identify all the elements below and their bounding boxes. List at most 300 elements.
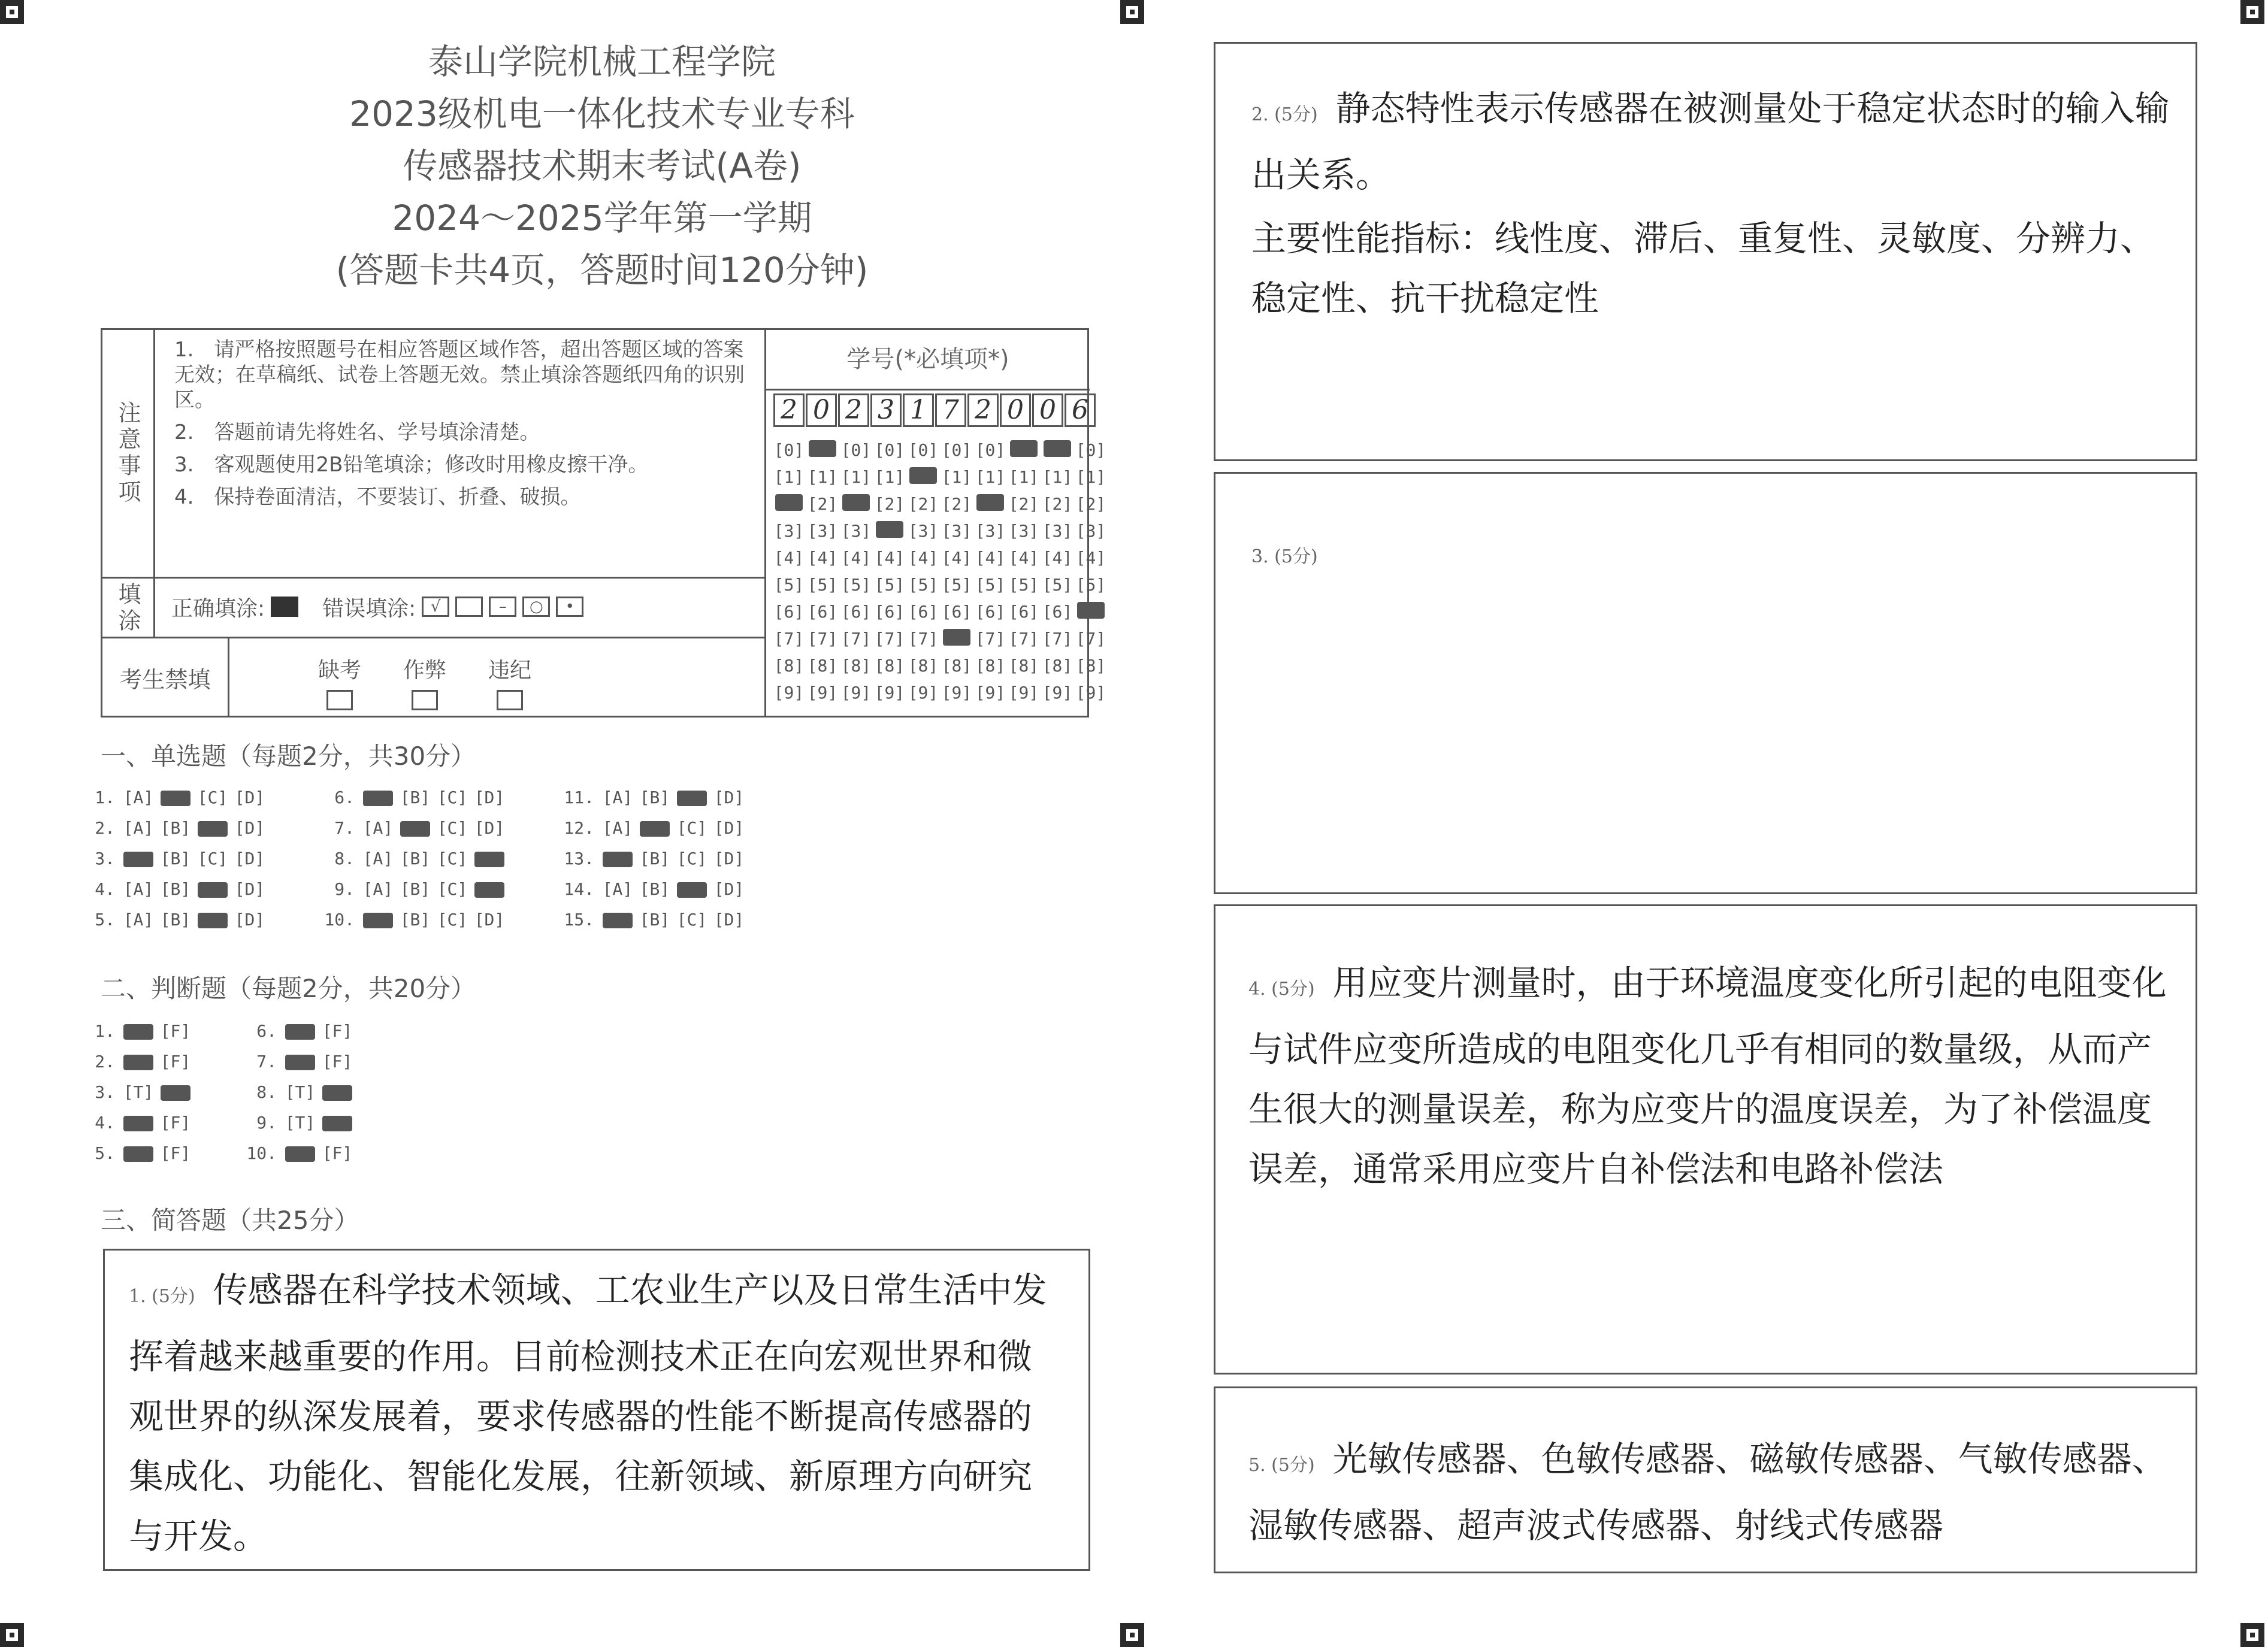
tf-question-row xyxy=(78,1016,194,1046)
student-id-digit: 0 xyxy=(1000,393,1031,427)
sa-section-title: 三、简答题（共25分） xyxy=(101,1206,359,1235)
id-bubble[interactable]: [3] xyxy=(1008,521,1039,541)
question-number: 7. xyxy=(256,1052,277,1071)
question-number: 15. xyxy=(564,910,594,930)
mc-option-bubble[interactable] xyxy=(194,818,231,838)
id-bubble[interactable]: [4] xyxy=(773,548,805,568)
bubble-row xyxy=(772,491,1108,517)
tf-option-bubble[interactable] xyxy=(157,1082,194,1102)
id-bubble[interactable]: [7] xyxy=(1042,629,1073,649)
id-bubble[interactable]: [7] xyxy=(908,629,939,649)
tf-option-bubble[interactable] xyxy=(120,1113,157,1133)
question-number: 9. xyxy=(256,1113,277,1133)
id-bubble[interactable] xyxy=(806,440,839,460)
id-bubble[interactable]: [1] xyxy=(941,467,972,487)
forbid-checkboxes xyxy=(318,653,531,710)
id-bubble[interactable]: [8] xyxy=(975,656,1006,676)
exam-header xyxy=(180,36,1024,296)
mc-option-bubble[interactable]: [B] xyxy=(639,788,670,807)
mc-option-bubble[interactable]: [C] xyxy=(437,879,468,899)
wrong-fill-sample: – xyxy=(489,597,516,617)
id-bubble[interactable]: [3] xyxy=(840,521,872,541)
tf-option-bubble[interactable]: [F] xyxy=(322,1021,353,1041)
tf-option-bubble[interactable]: [F] xyxy=(160,1113,191,1133)
mc-question-row xyxy=(317,782,508,813)
question-number: 3. xyxy=(95,849,115,868)
mc-option-bubble[interactable]: [B] xyxy=(160,910,191,930)
wrong-fill-sample xyxy=(455,597,483,617)
mc-option-bubble[interactable]: [C] xyxy=(197,788,228,807)
corner-marker-bottom-left xyxy=(0,1623,24,1647)
id-bubble[interactable]: [0] xyxy=(773,440,805,460)
id-bubble[interactable]: [9] xyxy=(1042,683,1073,703)
id-bubble[interactable]: [2] xyxy=(807,494,838,514)
absent-checkbox[interactable] xyxy=(326,690,353,710)
mc-question-row xyxy=(317,904,508,935)
mc-option-bubble[interactable] xyxy=(120,849,157,868)
id-bubble[interactable]: [8] xyxy=(1008,656,1039,676)
wrong-fill-sample: ○ xyxy=(522,597,550,617)
id-bubble[interactable]: [4] xyxy=(1075,548,1106,568)
tf-option-bubble[interactable]: [F] xyxy=(160,1143,191,1163)
mc-option-bubble[interactable]: [B] xyxy=(400,788,431,807)
question-number: 2. (5分) xyxy=(1251,104,1318,125)
question-number: 3. (5分) xyxy=(1251,546,1318,567)
id-bubble[interactable]: [6] xyxy=(840,602,872,622)
id-bubble[interactable]: [1] xyxy=(874,467,905,487)
id-bubble[interactable] xyxy=(772,494,806,514)
student-id-digit: 1 xyxy=(903,393,934,427)
mc-option-bubble[interactable]: [D] xyxy=(713,849,745,868)
mc-option-bubble[interactable]: [B] xyxy=(160,879,191,899)
tf-option-bubble[interactable] xyxy=(282,1052,319,1071)
id-bubble[interactable]: [6] xyxy=(874,602,905,622)
major-name: 2023级机电一体化技术专业专科 xyxy=(349,93,855,134)
mc-option-bubble[interactable]: [D] xyxy=(713,788,745,807)
mc-option-bubble[interactable]: [C] xyxy=(676,910,707,930)
mc-option-bubble[interactable]: [A] xyxy=(123,879,154,899)
tf-option-bubble[interactable] xyxy=(120,1052,157,1071)
mc-column xyxy=(317,782,508,935)
student-id-title: 学号(*必填项*) xyxy=(846,346,1009,373)
notice-item: 4. 保持卷面清洁，不要装订、折叠、破损。 xyxy=(174,485,581,509)
id-bubble[interactable] xyxy=(1041,440,1074,460)
question-number: 5. xyxy=(95,1143,115,1163)
mc-option-bubble[interactable]: [C] xyxy=(676,818,707,838)
question-number: 6. xyxy=(256,1021,277,1041)
bubble-row xyxy=(772,625,1108,652)
tf-question-row xyxy=(78,1107,194,1138)
tf-question-row xyxy=(240,1046,356,1077)
wrong-fill-sample: • xyxy=(556,597,583,617)
mc-option-bubble[interactable]: [B] xyxy=(400,910,431,930)
mc-question-row xyxy=(557,782,748,813)
mc-option-bubble[interactable]: [D] xyxy=(713,879,745,899)
id-bubble[interactable]: [3] xyxy=(975,521,1006,541)
mc-option-bubble[interactable] xyxy=(194,910,231,930)
id-bubble[interactable]: [9] xyxy=(1008,683,1039,703)
bubble-row xyxy=(772,544,1108,571)
id-bubble[interactable]: [7] xyxy=(1008,629,1039,649)
id-bubble[interactable]: [9] xyxy=(773,683,805,703)
id-bubble[interactable]: [8] xyxy=(773,656,805,676)
id-bubble[interactable]: [6] xyxy=(975,602,1006,622)
id-bubble[interactable]: [4] xyxy=(1008,548,1039,568)
mc-option-bubble[interactable]: [C] xyxy=(437,849,468,868)
violation-checkbox[interactable] xyxy=(497,690,523,710)
mc-option-bubble[interactable]: [A] xyxy=(123,788,154,807)
question-number: 14. xyxy=(564,879,594,899)
question-number: 12. xyxy=(564,818,594,838)
tf-option-bubble[interactable] xyxy=(120,1143,157,1163)
id-bubble[interactable] xyxy=(1007,440,1041,460)
mc-option-bubble[interactable]: [C] xyxy=(437,788,468,807)
id-bubble[interactable]: [4] xyxy=(908,548,939,568)
id-bubble[interactable]: [7] xyxy=(840,629,872,649)
id-bubble[interactable]: [2] xyxy=(1008,494,1039,514)
student-id-digits xyxy=(773,393,1097,427)
mc-option-bubble[interactable]: [B] xyxy=(400,879,431,899)
id-bubble[interactable]: [5] xyxy=(840,575,872,595)
mc-section-title: 一、单选题（每题2分，共30分） xyxy=(101,741,476,771)
mc-option-bubble[interactable]: [B] xyxy=(639,849,670,868)
mc-option-bubble[interactable] xyxy=(397,818,434,838)
mc-option-bubble[interactable] xyxy=(471,879,508,899)
tf-question-row xyxy=(78,1046,194,1077)
id-bubble[interactable]: [4] xyxy=(840,548,872,568)
id-bubble[interactable]: [5] xyxy=(874,575,905,595)
mc-option-bubble[interactable] xyxy=(673,879,710,899)
answer-box-2[interactable] xyxy=(1214,42,2197,461)
tf-section-title: 二、判断题（每题2分，共20分） xyxy=(101,974,476,1003)
student-id-digit: 0 xyxy=(806,393,837,427)
notice-list xyxy=(162,337,761,517)
exam-title: 传感器技术期末考试(A卷) xyxy=(403,146,802,186)
tf-option-bubble[interactable]: [F] xyxy=(160,1052,191,1071)
id-bubble[interactable]: [6] xyxy=(1042,602,1073,622)
id-bubble[interactable]: [0] xyxy=(908,440,939,460)
question-number: 4. xyxy=(95,879,115,899)
mc-option-bubble[interactable]: [B] xyxy=(639,910,670,930)
correct-fill-label: 正确填涂: xyxy=(171,596,265,621)
id-bubble[interactable]: [0] xyxy=(840,440,872,460)
id-bubble[interactable]: [6] xyxy=(941,602,972,622)
id-bubble[interactable]: [8] xyxy=(840,656,872,676)
student-id-digit: 2 xyxy=(773,393,805,427)
mc-option-bubble[interactable]: [A] xyxy=(123,818,154,838)
answer-box-3[interactable] xyxy=(1214,472,2197,894)
divider xyxy=(766,389,1090,390)
id-bubble[interactable]: [1] xyxy=(807,467,838,487)
id-bubble[interactable]: [1] xyxy=(840,467,872,487)
school-name: 泰山学院机械工程学院 xyxy=(428,41,776,82)
id-bubble[interactable]: [9] xyxy=(874,683,905,703)
tf-option-bubble[interactable] xyxy=(282,1021,319,1041)
id-bubble[interactable]: [1] xyxy=(1042,467,1073,487)
id-bubble[interactable]: [2] xyxy=(1075,494,1106,514)
bubble-row xyxy=(772,679,1108,706)
id-bubble[interactable]: [2] xyxy=(874,494,905,514)
id-bubble[interactable]: [1] xyxy=(773,467,805,487)
id-bubble[interactable]: [8] xyxy=(1042,656,1073,676)
tf-question-row xyxy=(78,1138,194,1168)
handwritten-answer: 静态特性表示传感器在被测量处于稳定状态时的输入输出关系。 xyxy=(1251,88,2170,195)
answer-box-4[interactable] xyxy=(1214,904,2197,1375)
mc-column xyxy=(557,782,748,935)
id-bubble[interactable]: [3] xyxy=(807,521,838,541)
id-bubble[interactable]: [7] xyxy=(1075,629,1106,649)
mc-option-bubble[interactable]: [A] xyxy=(602,818,633,838)
question-number: 7. xyxy=(334,818,355,838)
id-bubble[interactable]: [6] xyxy=(807,602,838,622)
id-bubble[interactable] xyxy=(839,494,873,514)
id-bubble[interactable]: [0] xyxy=(874,440,905,460)
question-number: 6. xyxy=(334,788,355,807)
id-bubble[interactable]: [3] xyxy=(1075,521,1106,541)
mc-option-bubble[interactable]: [A] xyxy=(362,849,394,868)
tf-option-bubble[interactable]: [F] xyxy=(160,1021,191,1041)
corner-marker-top-right xyxy=(2240,0,2264,24)
bubble-row xyxy=(772,517,1108,544)
tf-option-bubble[interactable] xyxy=(282,1143,319,1163)
id-bubble[interactable]: [1] xyxy=(975,467,1006,487)
mc-option-bubble[interactable]: [B] xyxy=(400,849,431,868)
mc-option-bubble[interactable]: [D] xyxy=(234,910,265,930)
mc-option-bubble[interactable]: [C] xyxy=(197,849,228,868)
id-bubble[interactable]: [0] xyxy=(975,440,1006,460)
mc-option-bubble[interactable]: [A] xyxy=(362,818,394,838)
id-bubble[interactable]: [5] xyxy=(1042,575,1073,595)
student-id-digit: 2 xyxy=(967,393,999,427)
tf-question-row xyxy=(240,1016,356,1046)
violation-item: 违纪 xyxy=(488,653,531,710)
question-number: 5. xyxy=(95,910,115,930)
mc-option-bubble[interactable] xyxy=(471,849,508,868)
student-id-digit: 6 xyxy=(1065,393,1096,427)
mc-option-bubble[interactable]: [D] xyxy=(474,818,505,838)
fill-label: 填涂 xyxy=(102,579,155,638)
mc-option-bubble[interactable] xyxy=(599,910,636,930)
tf-option-bubble[interactable]: [T] xyxy=(285,1113,316,1133)
handwritten-answer: 传感器在科学技术领域、工农业生产以及日常生活中发挥着越来越重要的作用。目前检测技术正在向宏观世界和微观世界的纵深发展着，要求传感器的性能不断提高传感器的集成化、功能化、智能化发展，往新领域、新原理方向研究与开发。 xyxy=(129,1270,1047,1557)
mc-question-row xyxy=(557,904,748,935)
id-bubble[interactable]: [7] xyxy=(807,629,838,649)
id-bubble[interactable]: [7] xyxy=(773,629,805,649)
id-bubble[interactable]: [2] xyxy=(908,494,939,514)
id-bubble[interactable]: [9] xyxy=(1075,683,1106,703)
id-bubble[interactable]: [9] xyxy=(908,683,939,703)
mc-option-bubble[interactable]: [D] xyxy=(234,788,265,807)
mc-option-bubble[interactable]: [A] xyxy=(602,788,633,807)
bubble-row xyxy=(772,598,1108,625)
id-bubble[interactable]: [2] xyxy=(941,494,972,514)
tf-option-bubble[interactable]: [T] xyxy=(123,1082,154,1102)
question-number: 8. xyxy=(256,1082,277,1102)
mc-option-bubble[interactable]: [D] xyxy=(234,849,265,868)
tf-question-row xyxy=(240,1107,356,1138)
id-bubble[interactable] xyxy=(1074,602,1108,622)
mc-option-bubble[interactable] xyxy=(194,879,231,899)
mc-column xyxy=(78,782,268,935)
mc-option-bubble[interactable]: [D] xyxy=(234,879,265,899)
id-bubble[interactable]: [9] xyxy=(807,683,838,703)
fill-example-row xyxy=(171,577,746,637)
tf-option-bubble[interactable] xyxy=(319,1082,356,1102)
mc-option-bubble[interactable]: [C] xyxy=(437,910,468,930)
mc-option-bubble[interactable]: [B] xyxy=(160,849,191,868)
corner-marker-top-left xyxy=(0,0,24,24)
mc-question-row xyxy=(317,874,508,904)
mc-option-bubble[interactable]: [A] xyxy=(602,879,633,899)
mc-option-bubble[interactable] xyxy=(359,788,397,807)
id-bubble[interactable]: [6] xyxy=(908,602,939,622)
id-bubble[interactable]: [0] xyxy=(1075,440,1106,460)
mc-option-bubble[interactable]: [C] xyxy=(676,849,707,868)
question-number: 2. xyxy=(95,818,115,838)
corner-marker-bottom-right xyxy=(2240,1623,2264,1647)
tf-question-row xyxy=(240,1138,356,1168)
question-number: 10. xyxy=(324,910,355,930)
id-bubble[interactable]: [1] xyxy=(1008,467,1039,487)
student-id-digit: 7 xyxy=(935,393,966,427)
id-bubble[interactable]: [7] xyxy=(975,629,1006,649)
id-bubble[interactable]: [3] xyxy=(941,521,972,541)
answer-box-1[interactable] xyxy=(103,1249,1090,1571)
question-number: 5. (5分) xyxy=(1248,1455,1315,1476)
id-bubble[interactable]: [8] xyxy=(1075,656,1106,676)
question-number: 1. xyxy=(95,788,115,807)
id-bubble[interactable]: [9] xyxy=(941,683,972,703)
id-bubble[interactable]: [5] xyxy=(975,575,1006,595)
id-bubble[interactable]: [5] xyxy=(908,575,939,595)
mc-question-row xyxy=(317,843,508,874)
tf-option-bubble[interactable] xyxy=(319,1113,356,1133)
id-bubble[interactable]: [5] xyxy=(1075,575,1106,595)
question-number: 13. xyxy=(564,849,594,868)
id-bubble[interactable] xyxy=(973,494,1007,514)
id-bubble[interactable]: [9] xyxy=(840,683,872,703)
id-bubble[interactable]: [0] xyxy=(941,440,972,460)
mc-option-bubble[interactable]: [A] xyxy=(123,910,154,930)
wrong-fill-sample: √ xyxy=(422,597,449,617)
handwritten-answer: 用应变片测量时，由于环境温度变化所引起的电阻变化与试件应变所造成的电阻变化几乎有相同的数量级，从而产生很大的测量误差，称为应变片的温度误差，为了补偿温度误差，通常采用应变片自补偿法和电路补偿法 xyxy=(1248,962,2167,1189)
question-number: 1. xyxy=(95,1021,115,1041)
corner-marker-bottom-middle xyxy=(1120,1623,1144,1647)
mc-option-bubble[interactable]: [D] xyxy=(474,910,505,930)
mc-option-bubble[interactable] xyxy=(636,818,673,838)
mc-question-row xyxy=(78,843,268,874)
tf-question-row xyxy=(240,1077,356,1107)
id-bubble[interactable] xyxy=(906,467,940,487)
mc-option-bubble[interactable]: [B] xyxy=(160,818,191,838)
notice-label: 注意事项 xyxy=(102,330,155,577)
handwritten-answer: 主要性能指标：线性度、滞后、重复性、灵敏度、分辨力、稳定性、抗干扰稳定性 xyxy=(1251,218,2155,319)
handwritten-answer: 光敏传感器、色敏传感器、磁敏传感器、气敏传感器、湿敏传感器、超声波式传感器、射线式传感器 xyxy=(1248,1439,2167,1546)
id-bubble[interactable]: [4] xyxy=(1042,548,1073,568)
bubble-row xyxy=(772,571,1108,598)
id-bubble[interactable]: [8] xyxy=(807,656,838,676)
correct-fill-sample xyxy=(271,597,298,617)
id-bubble[interactable]: [6] xyxy=(773,602,805,622)
mc-option-bubble[interactable]: [B] xyxy=(639,879,670,899)
question-number: 1. (5分) xyxy=(129,1286,195,1307)
bubble-row xyxy=(772,437,1108,464)
mc-option-bubble[interactable] xyxy=(157,788,194,807)
id-bubble[interactable]: [5] xyxy=(807,575,838,595)
id-bubble[interactable]: [2] xyxy=(1042,494,1073,514)
id-bubble[interactable]: [1] xyxy=(1075,467,1106,487)
id-bubble[interactable]: [3] xyxy=(773,521,805,541)
tf-option-bubble[interactable]: [T] xyxy=(285,1082,316,1102)
tf-option-bubble[interactable]: [F] xyxy=(322,1143,353,1163)
mc-option-bubble[interactable] xyxy=(599,849,636,868)
question-number: 11. xyxy=(564,788,594,807)
answer-box-5[interactable] xyxy=(1214,1386,2197,1573)
mc-option-bubble[interactable]: [D] xyxy=(713,818,745,838)
question-number: 10. xyxy=(246,1143,277,1163)
id-bubble[interactable]: [8] xyxy=(874,656,905,676)
student-id-bubble-grid xyxy=(772,437,1108,706)
id-bubble[interactable]: [8] xyxy=(908,656,939,676)
student-id-digit: 0 xyxy=(1032,393,1063,427)
id-bubble[interactable]: [4] xyxy=(975,548,1006,568)
mc-question-row xyxy=(78,813,268,843)
tf-column xyxy=(240,1016,356,1168)
notice-panel xyxy=(101,328,1106,717)
bubble-row xyxy=(772,652,1108,679)
id-bubble[interactable]: [4] xyxy=(874,548,905,568)
id-bubble[interactable]: [5] xyxy=(1008,575,1039,595)
mc-option-bubble[interactable]: [D] xyxy=(474,788,505,807)
tf-option-bubble[interactable]: [F] xyxy=(322,1052,353,1071)
id-bubble[interactable]: [6] xyxy=(1008,602,1039,622)
tf-column xyxy=(78,1016,194,1168)
mc-option-bubble[interactable]: [A] xyxy=(362,879,394,899)
id-bubble[interactable]: [4] xyxy=(807,548,838,568)
mc-option-bubble[interactable]: [C] xyxy=(437,818,468,838)
cheating-checkbox[interactable] xyxy=(412,690,438,710)
id-bubble[interactable]: [7] xyxy=(874,629,905,649)
mc-question-row xyxy=(557,843,748,874)
mc-option-bubble[interactable]: [D] xyxy=(234,818,265,838)
notice-item: 2. 答题前请先将姓名、学号填涂清楚。 xyxy=(174,420,540,444)
mc-option-bubble[interactable]: [D] xyxy=(713,910,745,930)
bubble-row xyxy=(772,464,1108,491)
mc-option-bubble[interactable] xyxy=(359,910,397,930)
mc-question-row xyxy=(78,904,268,935)
tf-option-bubble[interactable] xyxy=(120,1021,157,1041)
id-bubble[interactable]: [3] xyxy=(908,521,939,541)
question-number: 9. xyxy=(334,879,355,899)
id-bubble[interactable]: [5] xyxy=(941,575,972,595)
id-bubble[interactable]: [8] xyxy=(941,656,972,676)
mc-option-bubble[interactable] xyxy=(673,788,710,807)
question-number: 3. xyxy=(95,1082,115,1102)
mc-question-row xyxy=(557,874,748,904)
mc-question-row xyxy=(78,782,268,813)
id-bubble[interactable]: [3] xyxy=(1042,521,1073,541)
exam-info: (答题卡共4页，答题时间120分钟) xyxy=(335,250,869,290)
question-number: 4. xyxy=(95,1113,115,1133)
id-bubble[interactable]: [5] xyxy=(773,575,805,595)
id-bubble[interactable] xyxy=(940,629,973,649)
id-bubble[interactable]: [4] xyxy=(941,548,972,568)
cheating-item: 作弊 xyxy=(403,653,446,710)
student-id-digit: 2 xyxy=(838,393,869,427)
id-bubble[interactable]: [9] xyxy=(975,683,1006,703)
notice-item: 3. 客观题使用2B铅笔填涂；修改时用橡皮擦干净。 xyxy=(174,453,649,477)
id-bubble[interactable] xyxy=(873,521,906,541)
